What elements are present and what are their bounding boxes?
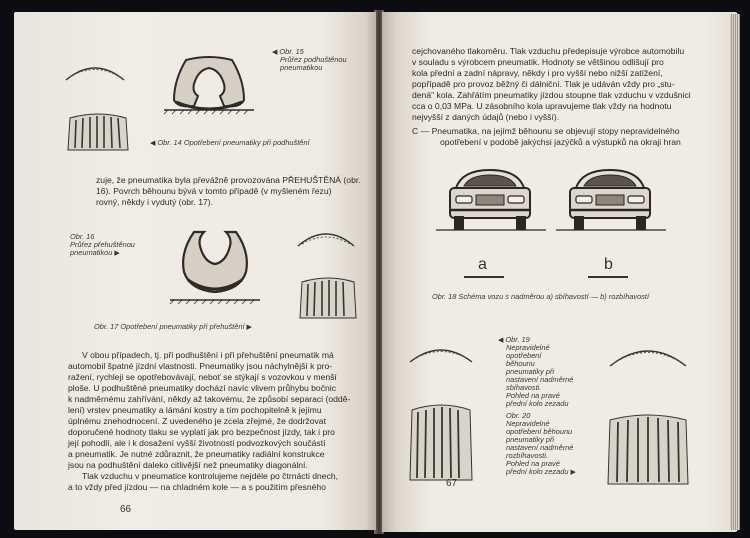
right-para1-line3: kola přední a zadní nápravy, někdy i pro vyšší nebo nižší zatížení, bbox=[412, 68, 663, 78]
left-para1-line2: 16). Povrch běhounu bývá v tomto případě (v myšleném řezu) bbox=[96, 186, 332, 196]
toe-out-tread-block bbox=[606, 412, 690, 486]
fig19-caption-line5: pneumatiky při bbox=[506, 367, 555, 376]
toe-in-tread-arc bbox=[408, 342, 474, 364]
left-para2-line8: doporučené hodnoty tlaku se vyplatí jak pro bezpečnost jízdy, tak i pro bbox=[68, 427, 335, 437]
fig18-caption: Obr. 18 Schéma vozu s nadměrou a) sbíhavostí — b) rozbíhavostí bbox=[432, 292, 650, 301]
label-a: a bbox=[478, 256, 487, 273]
fig20-caption-line2: Nepravidelné bbox=[506, 419, 550, 428]
item-c-line2: opotřebení v podobě jakýchsi jazýčků a výstupků na okraji hran bbox=[440, 137, 681, 147]
fig14-caption: ◀ Obr. 14 Opotřebení pneumatiky při podhuštění bbox=[150, 138, 310, 147]
toe-in-tread-block bbox=[408, 402, 474, 482]
item-c-line1: C — Pneumatika, na jejímž běhounu se objevují stopy nepravidelného bbox=[412, 126, 680, 136]
fig19-caption-line2: Nepravidelné bbox=[506, 343, 550, 352]
tread-block-illustration bbox=[66, 112, 130, 152]
left-para2-line6: lení) vrstev pneumatiky a lámání kostry a tím pochopitelně k jejímu bbox=[68, 405, 322, 415]
left-para2-line12: Tlak vzduchu v pneumatice kontrolujeme nejdéle po čtrnácti dnech, bbox=[82, 471, 339, 481]
right-para1-line6: cca o 0,03 MPa. U zásobního kola upravujeme tlak vždy na hodnotu bbox=[412, 101, 672, 111]
fig20-caption-line3: opotřebení běhounu bbox=[506, 427, 573, 436]
fig20-caption-line7: Pohled na pravé bbox=[506, 459, 560, 468]
left-para2-line9: její pohodlí, ale i k dosažení vyšší životnosti podvozkových součástí bbox=[68, 438, 326, 448]
label-b-underline bbox=[588, 276, 628, 278]
fig19-caption-line7: sbíhavosti. bbox=[506, 383, 542, 392]
right-para1-line7: nejvyšší z daných údajů (nebo i vyšší). bbox=[412, 112, 560, 122]
fig19-caption-line8: Pohled na pravé bbox=[506, 391, 560, 400]
label-a-underline bbox=[464, 276, 504, 278]
fig17-caption: Obr. 17 Opotřebení pneumatiky při přehuštění ▶ bbox=[94, 322, 252, 331]
car-toe-in-illustration bbox=[446, 166, 534, 234]
tread-block-illustration-2 bbox=[298, 276, 358, 320]
fig19-caption-line1: ◀ Obr. 19 bbox=[498, 336, 530, 346]
fig20-caption-line6: rozbíhavosti. bbox=[506, 451, 548, 460]
fig20-caption-line5: nastavení nadměrné bbox=[506, 443, 574, 452]
page-edges bbox=[730, 14, 740, 530]
page-number-right: 67 bbox=[446, 478, 458, 489]
fig19-caption-line4: běhounu bbox=[506, 359, 535, 368]
left-para2-line3: ražení, rychleji se opotřebovávají, neboť se stýkají s vozovkou v menší bbox=[68, 372, 337, 382]
label-b: b bbox=[604, 256, 613, 273]
left-para2-line2: automobil špatné jízdní vlastnosti. Pneumatiky jsou náchylnější k pro- bbox=[68, 361, 333, 371]
right-para1-line1: cejchovaného tlakoměru. Tlak vzduchu předepisuje výrobce automobilu bbox=[412, 46, 685, 56]
left-para2-line7: úplnému znehodnocení. Z uvedeného je zcela zřejmé, že dodržovat bbox=[68, 416, 326, 426]
fig20-caption-line4: pneumatiky při bbox=[506, 435, 555, 444]
right-page bbox=[382, 12, 738, 532]
overinflated-tire-section bbox=[170, 228, 260, 304]
car-toe-out-illustration bbox=[566, 166, 654, 234]
right-para1-line4: popřípadě pro provoz běžný či dálniční. Tlak je udáván vždy pro „stu- bbox=[412, 79, 675, 89]
left-para2-line4: ploše. U podhuštěné pneumatiky dochází navíc vlivem průhybu bočnic bbox=[68, 383, 336, 393]
underinflated-tire-section bbox=[164, 52, 254, 114]
tread-arc-illustration bbox=[64, 60, 126, 82]
page-number-left: 66 bbox=[120, 504, 132, 515]
right-para1-line5: dená" kola. Zahřátím pneumatiky jízdou stoupne tlak vzduchu v vzdušnici bbox=[412, 90, 691, 100]
fig16-caption-line1: Obr. 16 bbox=[70, 232, 95, 241]
left-page bbox=[14, 12, 376, 530]
left-para2-line11: jsou na podhuštění daleko citlivější než pneumatiky diagonální. bbox=[68, 460, 308, 470]
left-para2-line1: V obou případech, tj. při podhuštění i při přehuštění pneumatik má bbox=[82, 350, 334, 360]
fig15-caption-line2: Průřez podhuštěnou bbox=[280, 55, 347, 64]
fig19-caption-line3: opotřebení bbox=[506, 351, 542, 360]
fig15-caption-line1: ◀ Obr. 15 bbox=[272, 48, 304, 58]
fig16-caption-line3: pneumatikou ▶ bbox=[70, 249, 120, 259]
fig15-caption-line3: pneumatikou bbox=[280, 63, 323, 72]
fig20-caption-line8: přední kolo zezadu ▶ bbox=[506, 468, 576, 478]
left-para2-line13: a to vždy před jízdou — na chladném kole — a s použitím přesného bbox=[68, 482, 326, 492]
tread-arc-illustration-2 bbox=[296, 226, 356, 248]
fig19-caption-line6: nastavení nadměrné bbox=[506, 375, 574, 384]
left-para2-line5: k nadměrnému zahřívání, někdy až takovému, že způsobí separaci (oddě- bbox=[68, 394, 351, 404]
fig19-caption-line9: přední kolo zezadu bbox=[506, 399, 569, 408]
right-para1-line2: v souladu s výrobcem pneumatik. Hodnoty se většinou odlišují pro bbox=[412, 57, 664, 67]
left-para1-line1: zuje, že pneumatika byla převážně provozována PŘEHUŠTĚNÁ (obr. bbox=[96, 175, 361, 185]
toe-out-tread-arc bbox=[608, 342, 688, 368]
left-para2-line10: a pneumatik. Je nutné zdůraznit, že pneumatiky radiální konstrukce bbox=[68, 449, 325, 459]
left-para1-line3: rovný, někdy i vydutý (obr. 17). bbox=[96, 197, 214, 207]
fig20-caption-line1: Obr. 20 bbox=[506, 411, 531, 420]
fig16-caption-line2: Průřez přehuštěnou bbox=[70, 240, 135, 249]
